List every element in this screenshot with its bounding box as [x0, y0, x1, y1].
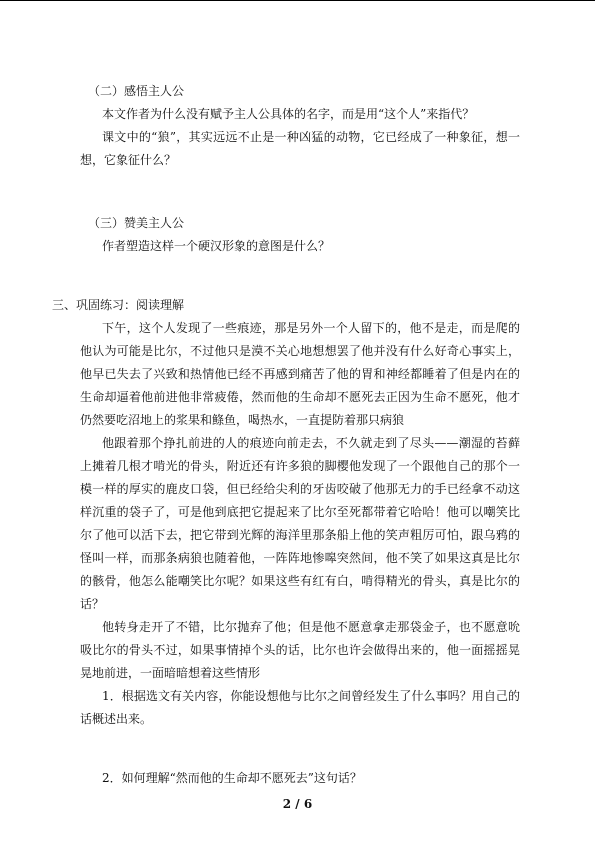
header-rule	[0, 0, 595, 1]
answer-space	[80, 172, 520, 212]
answer-space	[80, 258, 520, 294]
section-title-3: （三）赞美主人公	[88, 216, 185, 230]
page-number: 2 / 6	[282, 797, 313, 811]
practice-heading: 三、巩固练习：阅读理解	[52, 298, 185, 312]
reading-paragraph-2: 他跟着那个挣扎前进的人的痕迹向前走去，不久就走到了尽头——潮湿的苔藓上摊着几根才啃光的骨头，附近还有许多狼的脚樱他发现了一个跟他自己的那个一模一样的厚实的鹿皮口袋，但已经给尖利的牙齿咬破了他那无力的手已经拿不动这样沉重的袋子了，可是他到底把它提起来了比尔至死都带着它哈哈！他可以嘲笑比尔了他可以活下去，把它带到光辉的海洋里那条船上他的笑声粗厉可怕，跟乌鸦的怪叫一样，而那条病狼也随着他，一阵阵地惨嗥突然间，他不笑了如果这真是比尔的骸骨，他怎么能嘲笑比尔呢？如果这些有红有白，啃得精光的骨头，真是比尔的话？	[80, 436, 520, 611]
answer-space	[80, 731, 520, 767]
page-content	[52, 80, 520, 790]
practice-question-1: 1．根据选文有关内容，你能设想他与比尔之间曾经发生了什么事吗？用自己的话概述出来。	[80, 689, 520, 726]
question-2-2: 课文中的“狼”，其实远远不止是一种凶猛的动物，它已经成了一种象征，想一想，它象征什么？	[80, 130, 520, 167]
reading-paragraph-1: 下午，这个人发现了一些痕迹，那是另外一个人留下的，他不是走，而是爬的他认为可能是比尔，不过他只是漠不关心地想想罢了他并没有什么好奇心事实上，他早已失去了兴致和热情他已经不再感到痛苦了他的胃和神经都睡着了但是内在的生命却逼着他前进他非常疲倦，然而他的生命却不愿死去正因为生命不愿死，他才仍然要吃沼地上的浆果和鲦鱼，喝热水，一直提防着那只病狼	[80, 321, 520, 427]
practice-question-2: 2．如何理解“然而他的生命却不愿死去”这句话？	[102, 771, 362, 785]
question-2-1: 本文作者为什么没有赋予主人公具体的名字，而是用“这个人”来指代？	[102, 107, 475, 121]
question-3-1: 作者塑造这样一个硬汉形象的意图是什么？	[102, 239, 331, 253]
section-title-2: （二）感悟主人公	[88, 84, 185, 98]
reading-paragraph-3: 他转身走开了不错，比尔抛弃了他；但是他不愿意拿走那袋金子，也不愿意吮吸比尔的骨头不过，如果事情掉个头的话，比尔也许会做得出来的，他一面摇摇晃晃地前进，一面暗暗想着这些情形	[80, 620, 520, 680]
